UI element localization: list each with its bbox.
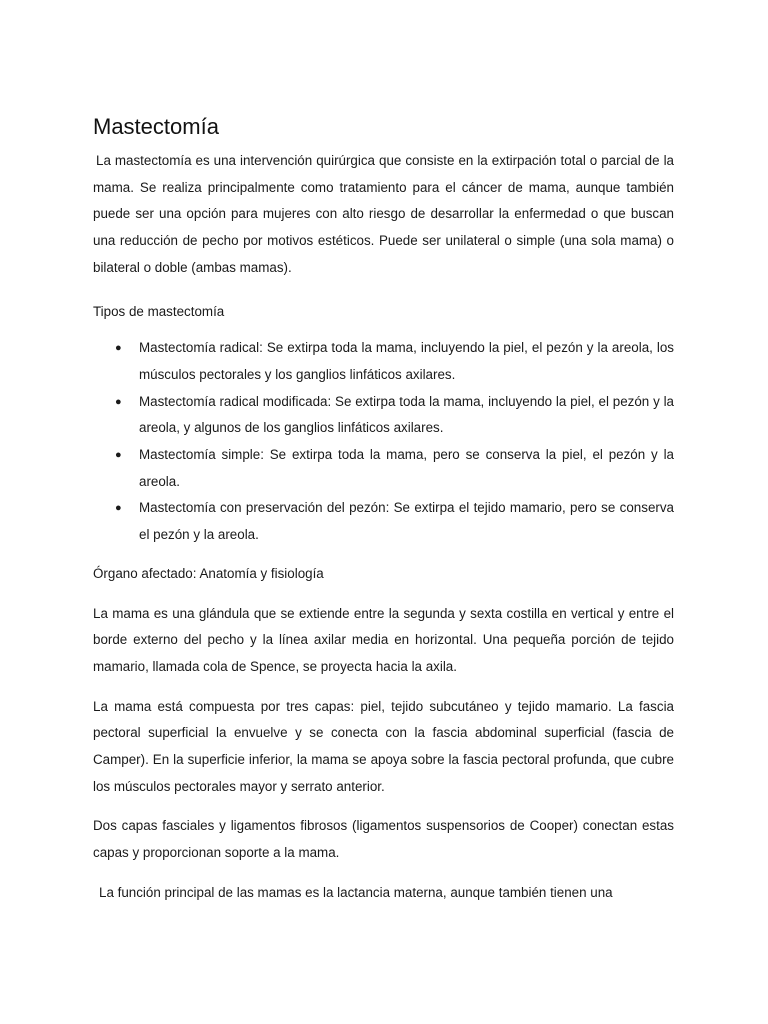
document-page	[93, 112, 674, 907]
list-item	[93, 495, 674, 548]
types-list	[93, 335, 674, 549]
bullet-icon: ●	[115, 502, 122, 515]
list-item-text: Mastectomía con preservación del pezón: Se extirpa el tejido mamario, pero se conserva el pezón y la areola.	[139, 500, 674, 543]
intro-paragraph: La mastectomía es una intervención quirúrgica que consiste en la extirpación total o parcial de la mama. Se realiza principalmente como tratamiento para el cáncer de mama, aunque también puede ser una opción para mujeres con alto riesgo de desarrollar la enfermedad o que buscan una reducción de pecho por motivos estéticos. Puede ser unilateral o simple (una sola mama) o bilateral o doble (ambas mamas).	[93, 153, 674, 275]
ligaments-paragraph: Dos capas fasciales y ligamentos fibrosos (ligamentos suspensorios de Cooper) conectan estas capas y proporcionan soporte a la mama.	[93, 818, 674, 861]
list-item-text: Mastectomía radical modificada: Se extirpa toda la mama, incluyendo la piel, el pezón y la areola, y algunos de los ganglios linfáticos axilares.	[139, 393, 674, 436]
list-item	[93, 389, 674, 442]
list-item-text: Mastectomía simple: Se extirpa toda la mama, pero se conserva la piel, el pezón y la areola.	[139, 447, 674, 489]
list-item-text: Mastectomía radical: Se extirpa toda la mama, incluyendo la piel, el pezón y la areola, los músculos pectorales y los ganglios linfáticos axilares.	[139, 340, 674, 382]
layers-paragraph: La mama está compuesta por tres capas: piel, tejido subcutáneo y tejido mamario. La fascia pectoral superficial la envuelve y se conecta con la fascia abdominal superficial (fascia de Camper). En la superficie inferior, la mama se apoya sobre la fascia pectoral profunda, que cubre los músculos pectorales mayor y serrato anterior.	[93, 698, 674, 794]
bullet-icon: ●	[115, 449, 122, 462]
organ-heading: Órgano afectado: Anatomía y fisiología	[93, 565, 324, 581]
bullet-icon: ●	[115, 342, 122, 355]
list-item	[93, 335, 674, 388]
function-paragraph: La función principal de las mamas es la lactancia materna, aunque también tienen una	[99, 884, 613, 900]
bullet-icon: ●	[115, 395, 122, 408]
types-heading: Tipos de mastectomía	[93, 303, 225, 319]
page-title: Mastectomía	[93, 114, 219, 139]
list-item	[93, 442, 674, 495]
anatomy-paragraph: La mama es una glándula que se extiende entre la segunda y sexta costilla en vertical y entre el borde externo del pecho y la línea axilar media en horizontal. Una pequeña porción de tejido mamario, llamada cola de Spence, se proyecta hacia la axila.	[93, 605, 674, 674]
